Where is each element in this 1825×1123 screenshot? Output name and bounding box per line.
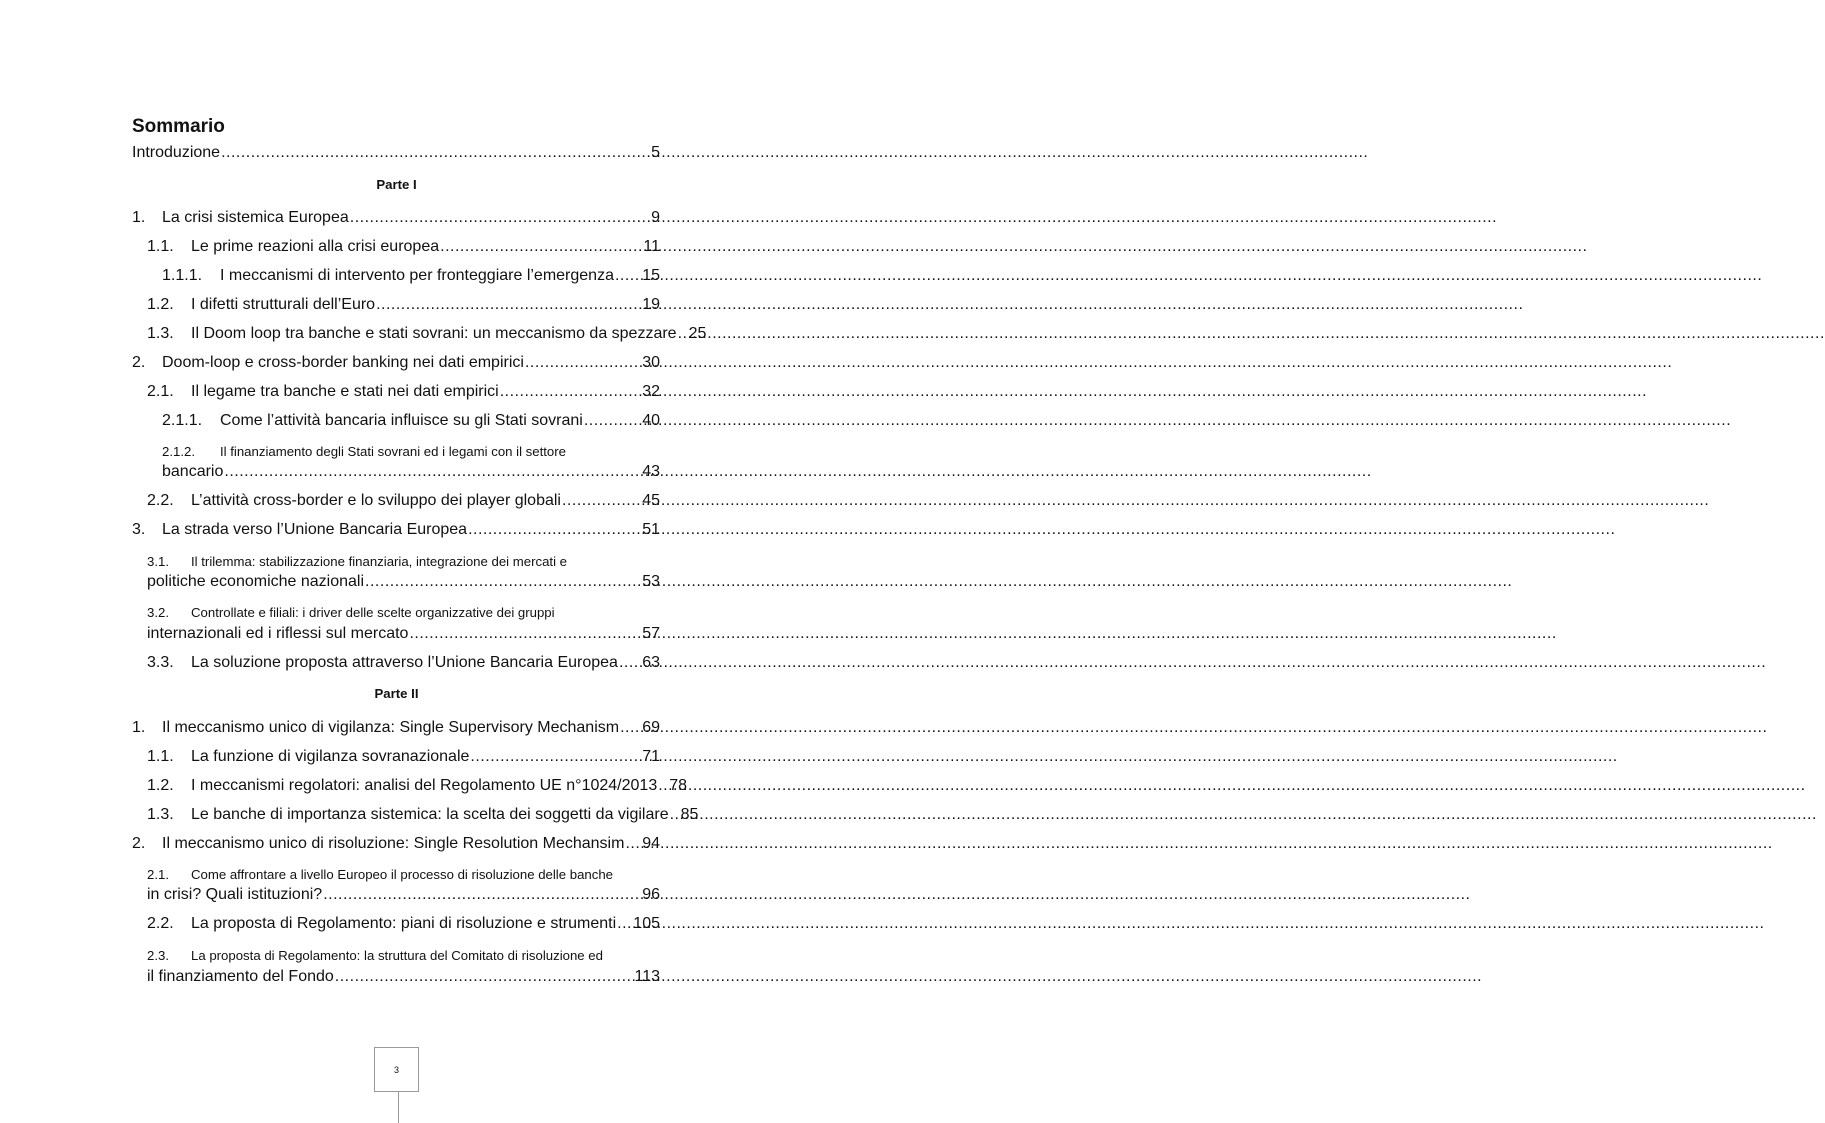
toc-leader-dots [470, 748, 641, 766]
toc-entry-number: 2.1. [147, 383, 174, 400]
toc-entry-label: Introduzione [132, 144, 221, 161]
toc-leader-dots [365, 573, 641, 591]
toc-leader-dots [409, 625, 641, 643]
toc-entry[interactable] [147, 968, 660, 986]
toc-entry-label: Controllate e filiali: i driver delle scelte organizzative dei gruppi [191, 605, 555, 620]
toc-entry-page: 78 [669, 777, 688, 794]
toc-entry-label: I difetti strutturali dell’Euro [191, 296, 376, 313]
toc-entry-label: I meccanismi di intervento per fronteggiare l’emergenza [220, 267, 614, 284]
toc-entry-first-line[interactable] [147, 551, 567, 573]
toc-entry-label: L’attività cross-border e lo sviluppo dei player globali [191, 492, 561, 509]
toc-entry-number: 3.2. [147, 605, 169, 620]
page-title: Sommario [132, 116, 225, 137]
page-number: 3 [393, 1064, 399, 1075]
toc-entry[interactable] [147, 915, 660, 933]
toc-leader-dots [670, 806, 680, 824]
toc-entry-number: 1. [132, 209, 146, 226]
toc-entry-label: Il legame tra banche e stati nei dati empirici [191, 383, 499, 400]
toc-entry-page: 113 [634, 968, 660, 985]
toc-leader-dots [619, 654, 641, 672]
toc-entry[interactable] [162, 267, 660, 285]
toc-entry-number: 2.2. [147, 492, 174, 509]
toc-entry-number: 2.1.1. [162, 412, 203, 429]
toc-leader-dots [620, 719, 641, 737]
toc-entry-page: 32 [642, 383, 660, 400]
toc-leader-dots [658, 777, 668, 795]
toc-entry-page: 40 [642, 412, 660, 429]
toc-entry-label: La crisi sistemica Europea [162, 209, 349, 226]
toc-leader-dots [500, 383, 641, 401]
toc-entry-number: 1.3. [147, 325, 174, 342]
toc-entry-number: 1.1. [147, 238, 174, 255]
toc-entry-label: Le banche di importanza sistemica: la scelta dei soggetti da vigilare [191, 806, 669, 823]
toc-entry-page: 69 [642, 719, 660, 736]
toc-leader-dots [350, 209, 650, 227]
toc-entry[interactable] [132, 354, 660, 372]
toc-entry-number: 3. [132, 521, 146, 538]
toc-entry-label: internazionali ed i riflessi sul mercato [147, 625, 409, 642]
toc-entry[interactable] [147, 573, 660, 591]
toc-entry-number: 2.3. [147, 948, 169, 963]
toc-entry-first-line[interactable] [147, 945, 603, 967]
toc-entry[interactable] [132, 719, 660, 737]
toc-entry-page: 85 [680, 806, 699, 823]
toc-entry-label: Il trilemma: stabilizzazione finanziaria, integrazione dei mercati e [191, 554, 568, 569]
toc-entry-number: 3.1. [147, 554, 169, 569]
toc-entry-number: 1.3. [147, 806, 174, 823]
toc-entry[interactable] [147, 886, 660, 904]
toc-entry-page: 71 [642, 748, 660, 765]
document-page [0, 0, 793, 1123]
toc-entry-label: La proposta di Regolamento: piani di risoluzione e strumenti [191, 915, 617, 932]
toc-entry[interactable] [132, 521, 660, 539]
toc-leader-dots [617, 915, 632, 933]
toc-entry-label: I meccanismi regolatori: analisi del Regolamento UE n°1024/2013 [191, 777, 658, 794]
toc-entry-number: 1.2. [147, 296, 174, 313]
toc-entry-label: politiche economiche nazionali [147, 573, 365, 590]
toc-entry-page: 94 [642, 835, 660, 852]
toc-leader-dots [584, 412, 641, 430]
toc-entry-page: 9 [651, 209, 660, 226]
footer-divider [398, 1092, 399, 1123]
toc-entry[interactable] [147, 492, 660, 510]
toc-entry-number: 2.2. [147, 915, 174, 932]
toc-leader-dots [323, 886, 641, 904]
toc-entry[interactable] [147, 654, 660, 672]
toc-entry-page: 51 [642, 521, 660, 538]
toc-entry-page: 105 [633, 915, 660, 932]
toc-entry-label: Doom-loop e cross-border banking nei dati empirici [162, 354, 524, 371]
toc-entry-page: 57 [642, 625, 660, 642]
toc-entry-label: La soluzione proposta attraverso l’Unione Bancaria Europea [191, 654, 618, 671]
toc-entry[interactable] [162, 463, 660, 481]
toc-entry-number: 2. [132, 835, 146, 852]
toc-entry[interactable] [147, 238, 660, 256]
toc-entry-label: La strada verso l’Unione Bancaria Europea [162, 521, 468, 538]
part-heading-1: Parte I [376, 177, 417, 192]
toc-entry-page: 96 [642, 886, 660, 903]
toc-entry[interactable] [147, 777, 688, 795]
toc-entry-label: bancario [162, 463, 224, 480]
toc-entry-page: 5 [651, 144, 660, 161]
toc-leader-dots [615, 267, 641, 285]
toc-entry-label: Come affrontare a livello Europeo il processo di risoluzione delle banche [191, 867, 613, 882]
toc-entry[interactable] [147, 383, 660, 401]
toc-entry-number: 2.1. [147, 867, 169, 882]
toc-entry-label: il finanziamento del Fondo [147, 968, 334, 985]
toc-entry-page: 19 [642, 296, 660, 313]
toc-entry-label: Il Doom loop tra banche e stati sovrani: un meccanismo da spezzare [191, 325, 677, 342]
toc-entry-number: 1.2. [147, 777, 174, 794]
toc-entry[interactable] [147, 625, 660, 643]
toc-entry-number: 1.1.1. [162, 267, 203, 284]
toc-entry-first-line[interactable] [162, 441, 566, 463]
toc-entry[interactable] [147, 325, 707, 343]
toc-leader-dots [678, 325, 688, 343]
toc-entry[interactable] [147, 296, 660, 314]
toc-entry-number: 2. [132, 354, 146, 371]
toc-entry-label: Il meccanismo unico di risoluzione: Single Resolution Mechansim [162, 835, 625, 852]
toc-entry-label: Il finanziamento degli Stati sovrani ed i legami con il settore [220, 444, 566, 459]
toc-leader-dots [525, 354, 641, 372]
toc-entry-label: La funzione di vigilanza sovranazionale [191, 748, 470, 765]
toc-entry-label: Come l’attività bancaria influisce su gli Stati sovrani [220, 412, 583, 429]
toc-leader-dots [221, 144, 650, 162]
toc-entry-label: in crisi? Quali istituzioni? [147, 886, 323, 903]
toc-entry-label: La proposta di Regolamento: la struttura del Comitato di risoluzione ed [191, 948, 603, 963]
toc-entry-page: 30 [642, 354, 660, 371]
toc-leader-dots [376, 296, 641, 314]
toc-entry-label: Il meccanismo unico di vigilanza: Single Supervisory Mechanism [162, 719, 620, 736]
toc-entry[interactable] [132, 209, 660, 227]
toc-leader-dots [440, 238, 642, 256]
part-heading-2: Parte II [374, 686, 419, 701]
toc-entry-label: Le prime reazioni alla crisi europea [191, 238, 440, 255]
toc-entry-page: 45 [642, 492, 660, 509]
toc-entry-number: 2.1.2. [162, 444, 195, 459]
toc-entry-page: 43 [642, 463, 660, 480]
toc-entry[interactable] [147, 748, 660, 766]
toc-entry-page: 15 [642, 267, 660, 284]
toc-entry-number: 3.3. [147, 654, 174, 671]
toc-entry-page: 25 [688, 325, 707, 342]
toc-entry-number: 1.1. [147, 748, 174, 765]
toc-entry[interactable] [147, 806, 699, 824]
toc-entry-first-line[interactable] [147, 602, 555, 624]
toc-entry-introduzione[interactable] [132, 144, 660, 162]
toc-entry-number: 1. [132, 719, 146, 736]
toc-entry[interactable] [132, 835, 660, 853]
toc-entry[interactable] [162, 412, 660, 430]
toc-leader-dots [335, 968, 634, 986]
page-number-box [374, 1047, 419, 1092]
toc-entry-page: 53 [642, 573, 660, 590]
toc-leader-dots [625, 835, 641, 853]
toc-leader-dots [562, 492, 641, 510]
toc-entry-page: 63 [642, 654, 660, 671]
toc-entry-page: 11 [643, 238, 660, 255]
toc-leader-dots [224, 463, 641, 481]
toc-entry-first-line[interactable] [147, 864, 613, 886]
toc-leader-dots [468, 521, 641, 539]
